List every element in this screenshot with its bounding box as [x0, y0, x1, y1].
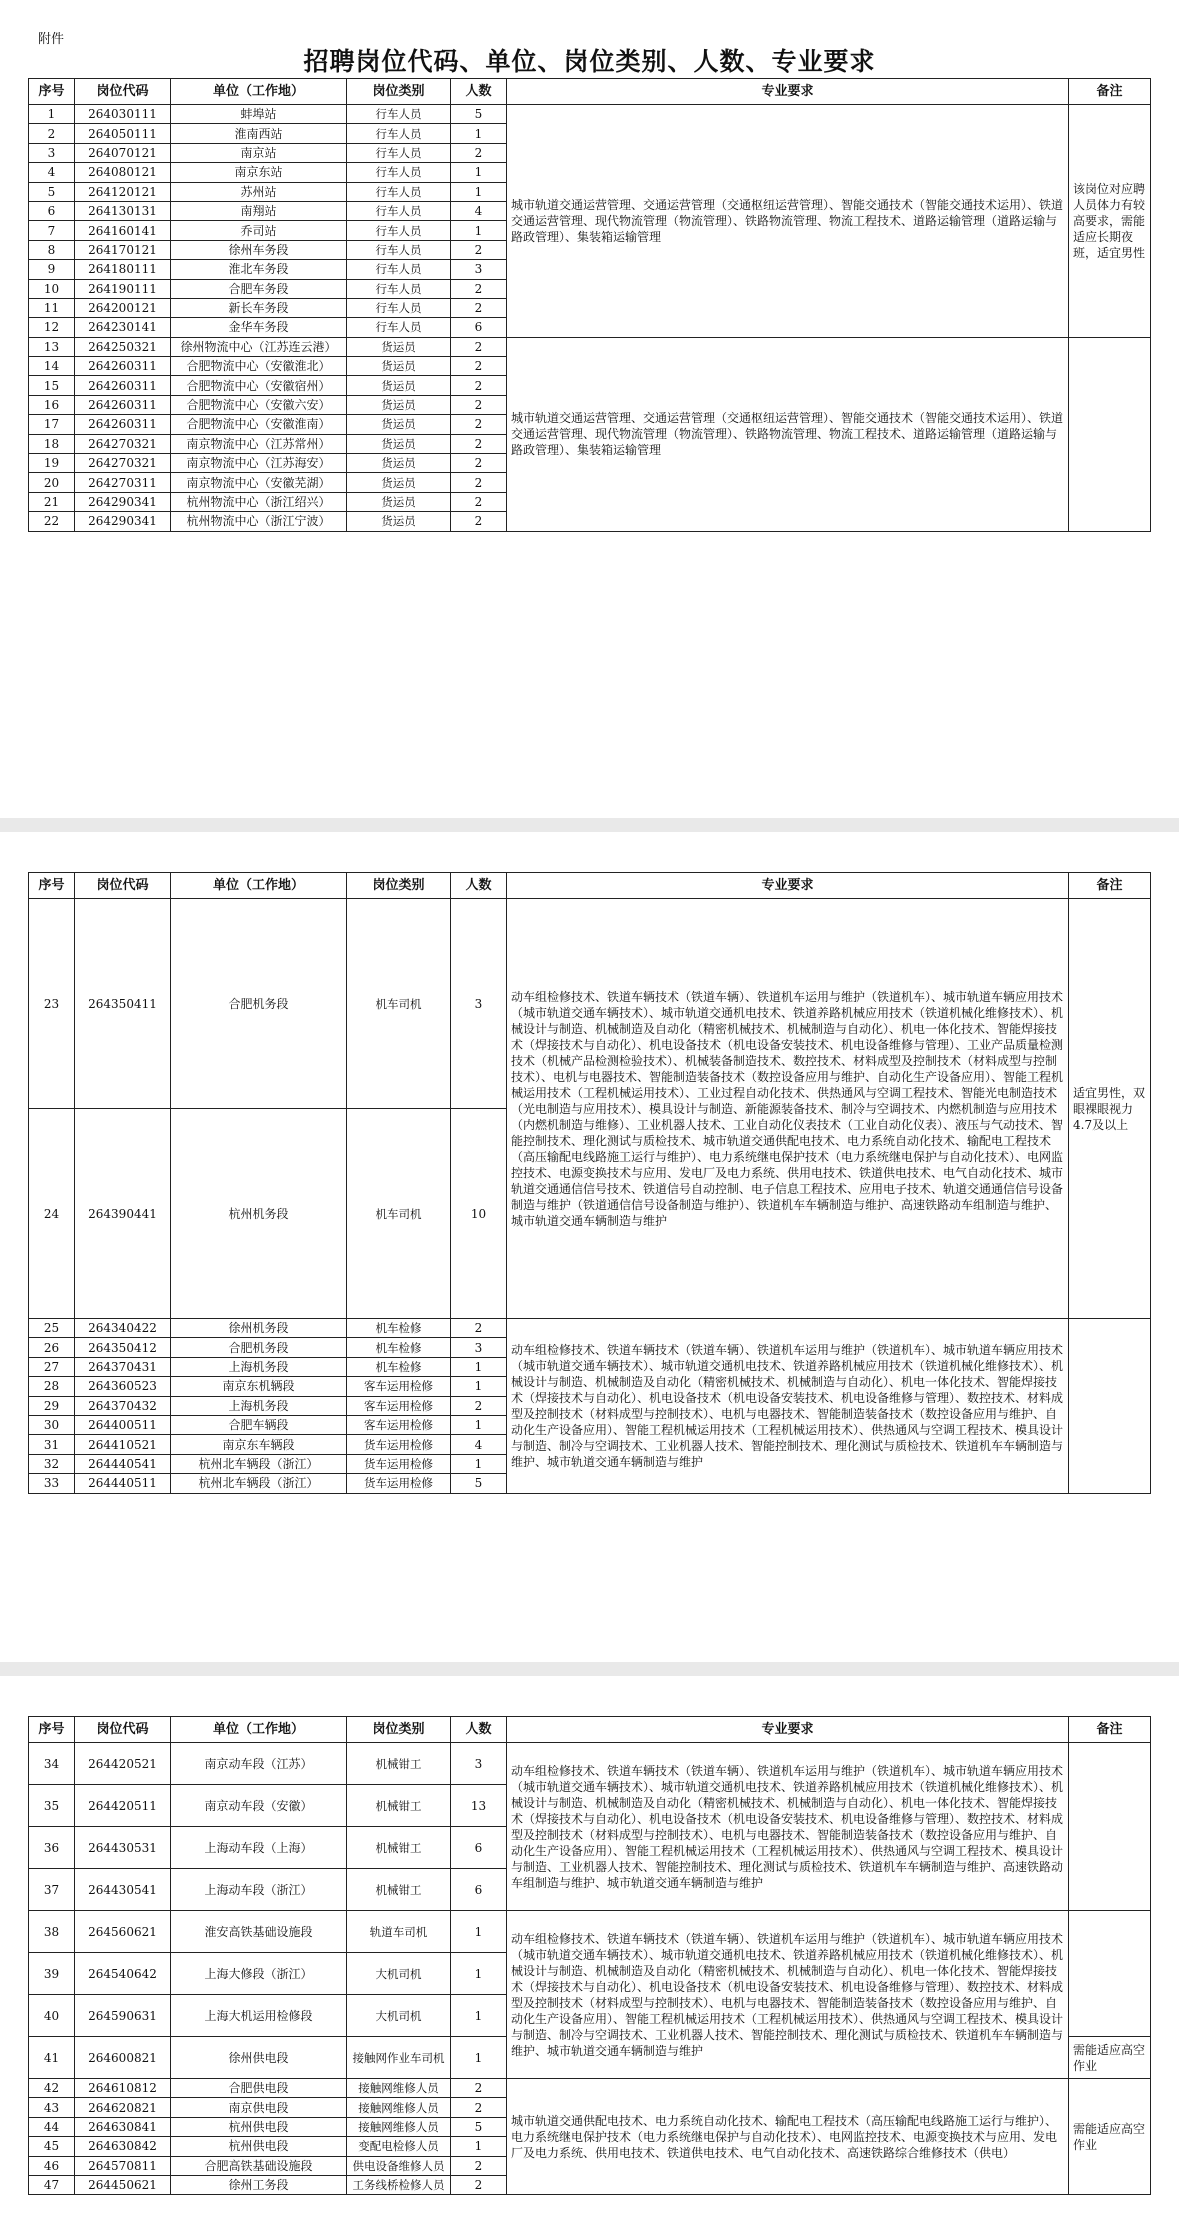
cell-count: 6 — [451, 1869, 507, 1911]
cell-code: 264420521 — [75, 1743, 171, 1785]
cell-seq: 27 — [29, 1357, 75, 1376]
cell-category: 接触网维修人员 — [347, 2079, 451, 2098]
cell-unit: 杭州供电段 — [171, 2137, 347, 2156]
cell-remarks — [1069, 1743, 1151, 1911]
cell-code: 264260311 — [75, 357, 171, 376]
cell-code: 264050111 — [75, 124, 171, 143]
positions-table-page-2 — [28, 872, 1151, 1494]
cell-unit: 上海机务段 — [171, 1396, 347, 1415]
cell-count: 2 — [451, 434, 507, 453]
document-title: 招聘岗位代码、单位、岗位类别、人数、专业要求 — [303, 47, 876, 76]
header-seq: 序号 — [29, 79, 75, 105]
cell-requirements: 城市轨道交通运营管理、交通运营管理（交通枢纽运营管理）、智能交通技术（智能交通技术运用）、铁道交通运营管理、现代物流管理（物流管理）、铁路物流管理、物流工程技术、道路运输管理（道路运输与路政管理）、集装箱运输管理 — [507, 105, 1069, 338]
cell-count: 1 — [451, 1911, 507, 1953]
cell-count: 2 — [451, 1319, 507, 1338]
cell-category: 机车司机 — [347, 1109, 451, 1319]
cell-count: 2 — [451, 2175, 507, 2194]
cell-seq: 14 — [29, 357, 75, 376]
cell-unit: 上海大修段（浙江） — [171, 1953, 347, 1995]
cell-seq: 40 — [29, 1995, 75, 2037]
cell-count: 4 — [451, 201, 507, 220]
header-code: 岗位代码 — [75, 79, 171, 105]
cell-seq: 35 — [29, 1785, 75, 1827]
cell-code: 264260311 — [75, 395, 171, 414]
cell-seq: 12 — [29, 318, 75, 337]
cell-unit: 金华车务段 — [171, 318, 347, 337]
table-row — [29, 1743, 1151, 1785]
cell-count: 1 — [451, 124, 507, 143]
cell-category: 机械钳工 — [347, 1785, 451, 1827]
cell-unit: 杭州北车辆段（浙江） — [171, 1474, 347, 1493]
cell-remarks: 适宜男性，双眼裸眼视力4.7及以上 — [1069, 899, 1151, 1319]
cell-unit: 合肥车辆段 — [171, 1415, 347, 1434]
cell-count: 2 — [451, 2098, 507, 2117]
cell-seq: 4 — [29, 163, 75, 182]
cell-unit: 南京物流中心（安徽芜湖） — [171, 473, 347, 492]
cell-unit: 杭州物流中心（浙江绍兴） — [171, 492, 347, 511]
cell-unit: 合肥机务段 — [171, 1338, 347, 1357]
cell-unit: 杭州物流中心（浙江宁波） — [171, 512, 347, 531]
header-category: 岗位类别 — [347, 1717, 451, 1743]
cell-code: 264170121 — [75, 240, 171, 259]
cell-category: 货运员 — [347, 395, 451, 414]
cell-code: 264270321 — [75, 434, 171, 453]
cell-count: 2 — [451, 376, 507, 395]
cell-remarks — [1069, 1319, 1151, 1494]
cell-category: 轨道车司机 — [347, 1911, 451, 1953]
cell-category: 行车人员 — [347, 143, 451, 162]
cell-unit: 合肥机务段 — [171, 899, 347, 1109]
cell-count: 2 — [451, 395, 507, 414]
header-unit: 单位（工作地） — [171, 79, 347, 105]
cell-seq: 18 — [29, 434, 75, 453]
document-page-3 — [0, 1676, 1179, 2239]
cell-category: 行车人员 — [347, 240, 451, 259]
header-requirements: 专业要求 — [507, 1717, 1069, 1743]
cell-unit: 徐州供电段 — [171, 2037, 347, 2079]
cell-category: 行车人员 — [347, 163, 451, 182]
header-count: 人数 — [451, 1717, 507, 1743]
cell-seq: 44 — [29, 2117, 75, 2136]
cell-unit: 南京站 — [171, 143, 347, 162]
cell-count: 2 — [451, 240, 507, 259]
cell-code: 264350412 — [75, 1338, 171, 1357]
cell-seq: 47 — [29, 2175, 75, 2194]
cell-unit: 合肥供电段 — [171, 2079, 347, 2098]
cell-code: 264370431 — [75, 1357, 171, 1376]
cell-seq: 13 — [29, 337, 75, 356]
table-header-row — [29, 873, 1151, 899]
cell-category: 行车人员 — [347, 298, 451, 317]
cell-count: 2 — [451, 143, 507, 162]
cell-seq: 24 — [29, 1109, 75, 1319]
cell-category: 机械钳工 — [347, 1743, 451, 1785]
cell-requirements: 动车组检修技术、铁道车辆技术（铁道车辆）、铁道机车运用与维护（铁道机车）、城市轨道车辆应用技术（城市轨道交通车辆技术）、城市轨道交通机电技术、铁道养路机械应用技术（铁道机械化维修技术）、机械设计与制造、机械制造及自动化（精密机械技术、机械制造与自动化）、机电一体化技术、智能焊接技术（焊接技术与自动化）、机电设备技术（机电设备安装技术、机电设备维修与管理）、数控技术、材料成型及控制技术（材料成型与控制技术）、电机与电器技术、智能制造装备技术（数控设备应用与维护、自动化生产设备应用）、智能工程机械运用技术（工程机械运用技术）、供热通风与空调工程技术、模具设计与制造、制冷与空调技术、工业机器人技术、智能控制技术、理化测试与质检技术、铁道机车车辆制造与维护、城市轨道交通车辆制造与维护 — [507, 1319, 1069, 1494]
cell-seq: 3 — [29, 143, 75, 162]
cell-category: 货运员 — [347, 337, 451, 356]
cell-seq: 16 — [29, 395, 75, 414]
cell-remarks: 需能适应高空作业 — [1069, 2079, 1151, 2195]
cell-code: 264570811 — [75, 2156, 171, 2175]
cell-category: 大机司机 — [347, 1953, 451, 1995]
cell-code: 264440511 — [75, 1474, 171, 1493]
cell-code: 264620821 — [75, 2098, 171, 2117]
cell-unit: 南京东车辆段 — [171, 1435, 347, 1454]
cell-seq: 45 — [29, 2137, 75, 2156]
header-code: 岗位代码 — [75, 873, 171, 899]
cell-category: 接触网作业车司机 — [347, 2037, 451, 2079]
cell-unit: 南京物流中心（江苏常州） — [171, 434, 347, 453]
cell-category: 货运员 — [347, 357, 451, 376]
cell-category: 供电设备维修人员 — [347, 2156, 451, 2175]
cell-category: 机械钳工 — [347, 1869, 451, 1911]
cell-code: 264030111 — [75, 105, 171, 124]
cell-count: 5 — [451, 105, 507, 124]
cell-code: 264290341 — [75, 492, 171, 511]
cell-code: 264290341 — [75, 512, 171, 531]
table-row — [29, 337, 1151, 356]
document-page-1 — [0, 0, 1179, 818]
cell-code: 264250321 — [75, 337, 171, 356]
cell-category: 货车运用检修 — [347, 1474, 451, 1493]
cell-unit: 徐州物流中心（江苏连云港） — [171, 337, 347, 356]
cell-count: 2 — [451, 512, 507, 531]
header-remarks: 备注 — [1069, 873, 1151, 899]
cell-category: 接触网维修人员 — [347, 2098, 451, 2117]
cell-category: 大机司机 — [347, 1995, 451, 2037]
cell-category: 机车司机 — [347, 899, 451, 1109]
cell-count: 5 — [451, 2117, 507, 2136]
cell-requirements: 动车组检修技术、铁道车辆技术（铁道车辆）、铁道机车运用与维护（铁道机车）、城市轨道车辆应用技术（城市轨道交通车辆技术）、城市轨道交通机电技术、铁道养路机械应用技术（铁道机械化维修技术）、机械设计与制造、机械制造及自动化（精密机械技术、机械制造与自动化）、机电一体化技术、智能焊接技术（焊接技术与自动化）、机电设备技术（机电设备安装技术、机电设备维修与管理）、工业产品质量检测技术（机械产品检测检验技术）、机械装备制造技术、数控技术、材料成型及控制技术（材料成型与控制技术）、电机与电器技术、智能制造装备技术（数控设备应用与维护、自动化生产设备应用）、智能工程机械运用技术（工程机械运用技术）、工业过程自动化技术、供热通风与空调工程技术、智能光电制造技术（光电制造与应用技术）、模具设计与制造、新能源装备技术、制冷与空调技术、内燃机制造与应用技术（内燃机制造与维修）、工业机器人技术、工业自动化仪表技术（工业自动化仪表）、液压与气动技术、智能控制技术、理化测试与质检技术、城市轨道交通供配电技术、电力系统自动化技术、输配电工程技术（高压输配电线路施工运行与维护）、电力系统继电保护技术（电力系统继电保护与自动化技术）、电网监控技术、电源变换技术与应用、发电厂及电力系统、供用电技术、铁道供电技术、电气自动化技术、城市轨道交通通信信号技术、铁道信号自动控制、电子信息工程技术、应用电子技术、轨道交通通信信号设备制造与维护（铁道通信信号设备制造与维护）、铁道机车车辆制造与维护、高速铁路动车组制造与维护、城市轨道交通车辆制造与维护 — [507, 899, 1069, 1319]
table-row — [29, 1319, 1151, 1338]
cell-count: 1 — [451, 2137, 507, 2156]
cell-category: 接触网维修人员 — [347, 2117, 451, 2136]
cell-unit: 淮安高铁基础设施段 — [171, 1911, 347, 1953]
cell-category: 机车检修 — [347, 1338, 451, 1357]
cell-category: 机械钳工 — [347, 1827, 451, 1869]
cell-remarks — [1069, 1911, 1151, 2037]
cell-seq: 9 — [29, 260, 75, 279]
cell-code: 264630842 — [75, 2137, 171, 2156]
header-category: 岗位类别 — [347, 79, 451, 105]
header-requirements: 专业要求 — [507, 79, 1069, 105]
cell-count: 3 — [451, 899, 507, 1109]
cell-requirements: 动车组检修技术、铁道车辆技术（铁道车辆）、铁道机车运用与维护（铁道机车）、城市轨道车辆应用技术（城市轨道交通车辆技术）、城市轨道交通机电技术、铁道养路机械应用技术（铁道机械化维修技术）、机械设计与制造、机械制造及自动化（精密机械技术、机械制造与自动化）、机电一体化技术、智能焊接技术（焊接技术与自动化）、机电设备技术（机电设备安装技术、机电设备维修与管理）、数控技术、材料成型及控制技术（材料成型与控制技术）、电机与电器技术、智能制造装备技术（数控设备应用与维护、自动化生产设备应用）、智能工程机械运用技术（工程机械运用技术）、供热通风与空调工程技术、模具设计与制造、工业机器人技术、智能控制技术、理化测试与质检技术、铁道机车车辆制造与维护、高速铁路动车组制造与维护、城市轨道交通车辆制造与维护 — [507, 1743, 1069, 1911]
cell-category: 变配电检修人员 — [347, 2137, 451, 2156]
positions-table-page-1 — [28, 78, 1151, 532]
cell-unit: 杭州供电段 — [171, 2117, 347, 2136]
cell-seq: 11 — [29, 298, 75, 317]
cell-code: 264360523 — [75, 1377, 171, 1396]
cell-unit: 南京供电段 — [171, 2098, 347, 2117]
header-count: 人数 — [451, 873, 507, 899]
cell-seq: 1 — [29, 105, 75, 124]
cell-seq: 23 — [29, 899, 75, 1109]
cell-seq: 26 — [29, 1338, 75, 1357]
cell-seq: 29 — [29, 1396, 75, 1415]
cell-count: 2 — [451, 1396, 507, 1415]
table-header-row — [29, 1717, 1151, 1743]
cell-count: 3 — [451, 260, 507, 279]
cell-category: 行车人员 — [347, 260, 451, 279]
cell-category: 货车运用检修 — [347, 1454, 451, 1473]
cell-count: 2 — [451, 492, 507, 511]
cell-unit: 上海动车段（浙江） — [171, 1869, 347, 1911]
header-category: 岗位类别 — [347, 873, 451, 899]
cell-seq: 39 — [29, 1953, 75, 1995]
cell-unit: 苏州站 — [171, 182, 347, 201]
cell-code: 264080121 — [75, 163, 171, 182]
header-unit: 单位（工作地） — [171, 873, 347, 899]
cell-remarks: 该岗位对应聘人员体力有较高要求，需能适应长期夜班，适宜男性 — [1069, 105, 1151, 338]
cell-count: 2 — [451, 279, 507, 298]
cell-seq: 20 — [29, 473, 75, 492]
cell-count: 2 — [451, 337, 507, 356]
cell-unit: 蚌埠站 — [171, 105, 347, 124]
header-count: 人数 — [451, 79, 507, 105]
cell-seq: 25 — [29, 1319, 75, 1338]
header-seq: 序号 — [29, 1717, 75, 1743]
cell-unit: 南京动车段（安徽） — [171, 1785, 347, 1827]
attachment-label: 附件 — [38, 32, 65, 47]
cell-code: 264340422 — [75, 1319, 171, 1338]
cell-seq: 46 — [29, 2156, 75, 2175]
cell-seq: 7 — [29, 221, 75, 240]
header-remarks: 备注 — [1069, 1717, 1151, 1743]
cell-seq: 28 — [29, 1377, 75, 1396]
cell-unit: 合肥物流中心（安徽六安） — [171, 395, 347, 414]
cell-code: 264600821 — [75, 2037, 171, 2079]
cell-remarks — [1069, 337, 1151, 531]
cell-unit: 南京动车段（江苏） — [171, 1743, 347, 1785]
cell-code: 264190111 — [75, 279, 171, 298]
table-header-row — [29, 79, 1151, 105]
cell-code: 264070121 — [75, 143, 171, 162]
cell-count: 1 — [451, 221, 507, 240]
cell-count: 3 — [451, 1338, 507, 1357]
cell-code: 264400511 — [75, 1415, 171, 1434]
cell-seq: 41 — [29, 2037, 75, 2079]
cell-unit: 南京东站 — [171, 163, 347, 182]
cell-code: 264440541 — [75, 1454, 171, 1473]
cell-code: 264200121 — [75, 298, 171, 317]
cell-category: 工务线桥检修人员 — [347, 2175, 451, 2194]
cell-category: 货运员 — [347, 376, 451, 395]
positions-table-page-3 — [28, 1716, 1151, 2195]
cell-category: 货运员 — [347, 415, 451, 434]
table-row — [29, 899, 1151, 1109]
cell-unit: 徐州机务段 — [171, 1319, 347, 1338]
cell-code: 264130131 — [75, 201, 171, 220]
cell-seq: 2 — [29, 124, 75, 143]
header-remarks: 备注 — [1069, 79, 1151, 105]
cell-unit: 合肥物流中心（安徽淮北） — [171, 357, 347, 376]
cell-count: 10 — [451, 1109, 507, 1319]
cell-category: 行车人员 — [347, 318, 451, 337]
cell-seq: 21 — [29, 492, 75, 511]
cell-count: 2 — [451, 415, 507, 434]
cell-count: 1 — [451, 163, 507, 182]
cell-category: 机车检修 — [347, 1357, 451, 1376]
cell-count: 3 — [451, 1743, 507, 1785]
header-requirements: 专业要求 — [507, 873, 1069, 899]
cell-code: 264260311 — [75, 415, 171, 434]
cell-category: 客车运用检修 — [347, 1396, 451, 1415]
cell-code: 264160141 — [75, 221, 171, 240]
table-row — [29, 2079, 1151, 2098]
cell-unit: 南翔站 — [171, 201, 347, 220]
cell-category: 货车运用检修 — [347, 1435, 451, 1454]
cell-code: 264260311 — [75, 376, 171, 395]
header-code: 岗位代码 — [75, 1717, 171, 1743]
cell-count: 1 — [451, 1377, 507, 1396]
cell-count: 1 — [451, 1953, 507, 1995]
cell-code: 264180111 — [75, 260, 171, 279]
cell-category: 货运员 — [347, 434, 451, 453]
cell-code: 264630841 — [75, 2117, 171, 2136]
cell-unit: 乔司站 — [171, 221, 347, 240]
cell-seq: 10 — [29, 279, 75, 298]
cell-code: 264230141 — [75, 318, 171, 337]
cell-unit: 南京物流中心（江苏海安） — [171, 454, 347, 473]
cell-count: 2 — [451, 454, 507, 473]
cell-code: 264350411 — [75, 899, 171, 1109]
cell-seq: 43 — [29, 2098, 75, 2117]
cell-seq: 17 — [29, 415, 75, 434]
cell-category: 货运员 — [347, 512, 451, 531]
cell-count: 2 — [451, 2079, 507, 2098]
cell-seq: 37 — [29, 1869, 75, 1911]
cell-code: 264120121 — [75, 182, 171, 201]
cell-requirements: 城市轨道交通供配电技术、电力系统自动化技术、输配电工程技术（高压输配电线路施工运行与维护）、电力系统继电保护技术（电力系统继电保护与自动化技术）、电网监控技术、电源变换技术与应用、发电厂及电力系统、供用电技术、铁道供电技术、电气自动化技术、高速铁路综合维修技术（供电） — [507, 2079, 1069, 2195]
cell-category: 行车人员 — [347, 201, 451, 220]
cell-seq: 8 — [29, 240, 75, 259]
table-row — [29, 105, 1151, 124]
cell-code: 264430541 — [75, 1869, 171, 1911]
cell-category: 客车运用检修 — [347, 1377, 451, 1396]
cell-unit: 杭州北车辆段（浙江） — [171, 1454, 347, 1473]
cell-code: 264410521 — [75, 1435, 171, 1454]
cell-code: 264560621 — [75, 1911, 171, 1953]
cell-count: 4 — [451, 1435, 507, 1454]
cell-code: 264370432 — [75, 1396, 171, 1415]
cell-code: 264430531 — [75, 1827, 171, 1869]
cell-seq: 30 — [29, 1415, 75, 1434]
cell-unit: 上海大机运用检修段 — [171, 1995, 347, 2037]
cell-unit: 南京东机辆段 — [171, 1377, 347, 1396]
cell-unit: 合肥物流中心（安徽宿州） — [171, 376, 347, 395]
cell-unit: 合肥高铁基础设施段 — [171, 2156, 347, 2175]
cell-count: 2 — [451, 473, 507, 492]
table-row — [29, 1911, 1151, 1953]
cell-count: 1 — [451, 1995, 507, 2037]
cell-category: 货运员 — [347, 473, 451, 492]
cell-seq: 22 — [29, 512, 75, 531]
cell-seq: 15 — [29, 376, 75, 395]
cell-seq: 19 — [29, 454, 75, 473]
document-page-2 — [0, 832, 1179, 1662]
cell-category: 行车人员 — [347, 182, 451, 201]
cell-category: 客车运用检修 — [347, 1415, 451, 1434]
cell-count: 1 — [451, 2037, 507, 2079]
cell-count: 6 — [451, 1827, 507, 1869]
cell-count: 13 — [451, 1785, 507, 1827]
cell-unit: 杭州机务段 — [171, 1109, 347, 1319]
cell-category: 行车人员 — [347, 124, 451, 143]
cell-unit: 合肥车务段 — [171, 279, 347, 298]
cell-count: 6 — [451, 318, 507, 337]
cell-code: 264540642 — [75, 1953, 171, 1995]
cell-seq: 42 — [29, 2079, 75, 2098]
cell-category: 行车人员 — [347, 279, 451, 298]
cell-seq: 38 — [29, 1911, 75, 1953]
cell-count: 2 — [451, 357, 507, 376]
cell-count: 1 — [451, 182, 507, 201]
cell-remarks: 需能适应高空作业 — [1069, 2037, 1151, 2079]
cell-requirements: 动车组检修技术、铁道车辆技术（铁道车辆）、铁道机车运用与维护（铁道机车）、城市轨道车辆应用技术（城市轨道交通车辆技术）、城市轨道交通机电技术、铁道养路机械应用技术（铁道机械化维修技术）、机械设计与制造、机械制造及自动化（精密机械技术、机械制造与自动化）、机电一体化技术、智能焊接技术（焊接技术与自动化）、机电设备技术（机电设备安装技术、机电设备维修与管理）、数控技术、材料成型及控制技术（材料成型与控制技术）、电机与电器技术、智能制造装备技术（数控设备应用与维护、自动化生产设备应用）、智能工程机械运用技术（工程机械运用技术）、供热通风与空调工程技术、模具设计与制造、制冷与空调技术、工业机器人技术、智能控制技术、理化测试与质检技术、铁道机车车辆制造与维护、城市轨道交通车辆制造与维护 — [507, 1911, 1069, 2079]
cell-code: 264270311 — [75, 473, 171, 492]
cell-unit: 上海机务段 — [171, 1357, 347, 1376]
cell-seq: 36 — [29, 1827, 75, 1869]
cell-code: 264390441 — [75, 1109, 171, 1319]
cell-seq: 6 — [29, 201, 75, 220]
cell-unit: 新长车务段 — [171, 298, 347, 317]
cell-seq: 32 — [29, 1454, 75, 1473]
cell-unit: 徐州工务段 — [171, 2175, 347, 2194]
cell-count: 5 — [451, 1474, 507, 1493]
header-seq: 序号 — [29, 873, 75, 899]
cell-code: 264450621 — [75, 2175, 171, 2194]
cell-code: 264270321 — [75, 454, 171, 473]
cell-seq: 33 — [29, 1474, 75, 1493]
cell-code: 264590631 — [75, 1995, 171, 2037]
cell-category: 货运员 — [347, 454, 451, 473]
cell-requirements: 城市轨道交通运营管理、交通运营管理（交通枢纽运营管理）、智能交通技术（智能交通技术运用）、铁道交通运营管理、现代物流管理（物流管理）、铁路物流管理、物流工程技术、道路运输管理（道路运输与路政管理）、集装箱运输管理 — [507, 337, 1069, 531]
cell-count: 1 — [451, 1357, 507, 1376]
cell-count: 1 — [451, 1454, 507, 1473]
cell-code: 264610812 — [75, 2079, 171, 2098]
cell-unit: 淮南西站 — [171, 124, 347, 143]
cell-seq: 31 — [29, 1435, 75, 1454]
cell-unit: 徐州车务段 — [171, 240, 347, 259]
cell-count: 2 — [451, 298, 507, 317]
cell-code: 264420511 — [75, 1785, 171, 1827]
cell-count: 1 — [451, 1415, 507, 1434]
cell-unit: 淮北车务段 — [171, 260, 347, 279]
cell-category: 行车人员 — [347, 221, 451, 240]
cell-seq: 34 — [29, 1743, 75, 1785]
header-unit: 单位（工作地） — [171, 1717, 347, 1743]
cell-category: 货运员 — [347, 492, 451, 511]
cell-unit: 合肥物流中心（安徽淮南） — [171, 415, 347, 434]
cell-count: 2 — [451, 2156, 507, 2175]
cell-unit: 上海动车段（上海） — [171, 1827, 347, 1869]
cell-category: 机车检修 — [347, 1319, 451, 1338]
cell-category: 行车人员 — [347, 105, 451, 124]
cell-seq: 5 — [29, 182, 75, 201]
